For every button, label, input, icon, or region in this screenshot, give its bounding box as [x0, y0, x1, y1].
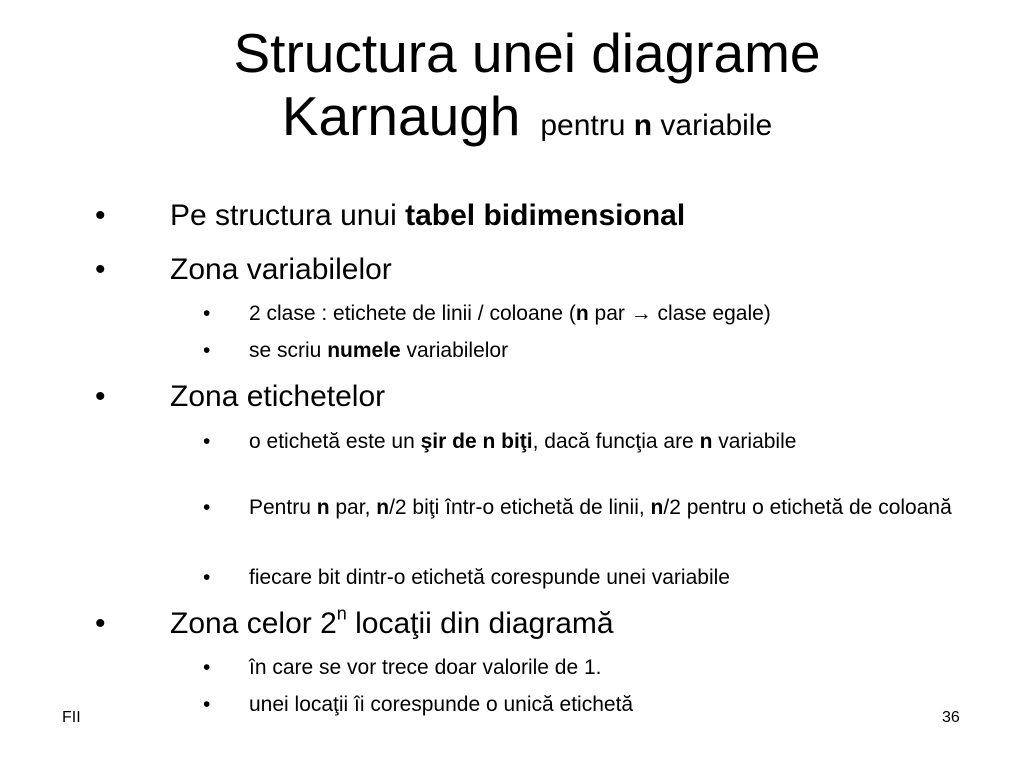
bold-run: n	[575, 302, 589, 325]
footer-label: FII	[62, 709, 81, 726]
subtitle-text-c: variabile	[652, 109, 773, 142]
title-line2	[0, 85, 1024, 157]
sub-bullet-text	[249, 495, 963, 521]
sub-bullet-even-n	[203, 495, 963, 521]
bold-run: n	[699, 430, 713, 453]
text-run: variabile	[712, 430, 797, 453]
text-run: 2 clase : etichete de linii / coloane (	[249, 302, 576, 325]
subtitle-text-a: pentru	[540, 109, 634, 142]
subtitle-text-n: n	[633, 109, 653, 142]
title-line1: Structura unei diagrame	[233, 22, 821, 84]
text-run: Pentru	[249, 496, 317, 519]
sub-bullet-text	[249, 429, 963, 455]
text-run: par	[588, 302, 631, 325]
title-subtitle	[540, 109, 772, 142]
bullet-icon: •	[203, 430, 211, 453]
sub-bullet-bit-variable	[203, 565, 963, 591]
bullet-icon: •	[203, 656, 211, 679]
title-main-word: Karnaugh	[281, 85, 521, 147]
sub-bullet-text: în care se vor trece doar valorile de 1.	[249, 656, 602, 679]
text-run: variabilelor	[400, 339, 509, 362]
text-run: , dacă funcţia are	[532, 430, 700, 453]
text-run: /2 biţi într-o etichetă de linii,	[389, 496, 651, 519]
sub-bullet-text	[249, 301, 963, 327]
bullet-icon: •	[203, 339, 211, 362]
bullet-text: Zona variabilelor	[170, 253, 392, 286]
page-number: 36	[942, 709, 960, 726]
bold-run: numele	[327, 339, 401, 362]
arrow-right-icon: →	[630, 302, 652, 325]
bold-run: tabel bidimensional	[405, 199, 686, 232]
sub-bullet-label-bits	[203, 429, 963, 455]
bullet-icon: •	[203, 693, 211, 716]
sub-bullet-unique-label	[203, 692, 963, 718]
text-run: locaţii din diagramă	[346, 607, 614, 640]
sub-bullet-text	[249, 338, 963, 364]
bold-run: n	[376, 496, 390, 519]
bullet-icon: •	[95, 253, 106, 286]
bullet-icon: •	[203, 496, 211, 519]
text-run: se scriu	[249, 339, 328, 362]
bullet-icon: •	[203, 566, 211, 589]
text-run: Zona celor 2	[170, 607, 337, 640]
sub-bullet-text: fiecare bit dintr-o etichetă corespunde unei variabile	[249, 566, 730, 589]
bullet-text	[170, 603, 614, 642]
sub-bullet-two-classes	[203, 301, 963, 327]
sub-bullet-variable-names	[203, 338, 963, 364]
bold-run: şir de n biţi	[420, 430, 533, 453]
bullet-icon: •	[95, 199, 106, 232]
text-run: o etichetă este un	[249, 430, 421, 453]
text-run: clase egale)	[651, 302, 771, 325]
slide-title	[0, 22, 1024, 157]
sub-bullet-values-one	[203, 655, 963, 681]
sub-bullet-text: unei locaţii îi corespunde o unică etichetă	[249, 693, 634, 716]
bullet-icon: •	[95, 380, 106, 413]
superscript-n: n	[336, 603, 347, 624]
text-run: Pe structura unui	[170, 199, 406, 232]
text-run: /2 pentru o etichetă de coloană	[663, 496, 952, 519]
bullet-text: Zona etichetelor	[170, 380, 386, 413]
bullet-icon: •	[203, 302, 211, 325]
bold-run: n	[650, 496, 664, 519]
bold-run: n	[316, 496, 330, 519]
bullet-icon: •	[95, 607, 106, 640]
bullet-text	[170, 198, 685, 234]
text-run: par,	[329, 496, 377, 519]
